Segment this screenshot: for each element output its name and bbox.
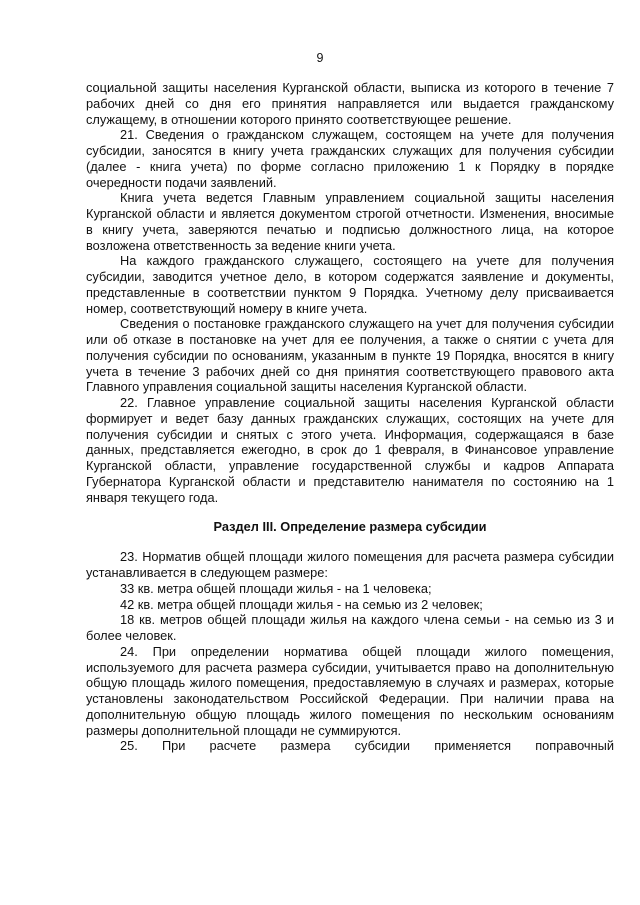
paragraph-item-23: 23. Норматив общей площади жилого помещения для расчета размера субсидии устанавливается в следующем размере:	[86, 549, 614, 580]
paragraph-register-book: Книга учета ведется Главным управлением социальной защиты населения Курганской области и является документом строгой отчетности. Изменения, вносимые в книгу учета, заверяются печатью и подписью должностного лица, на которое возложена ответственность за ведение книги учета.	[86, 190, 614, 253]
list-item-norm-1: 33 кв. метра общей площади жилья - на 1 человека;	[120, 580, 432, 596]
paragraph-item-21: 21. Сведения о гражданском служащем, состоящем на учете для получения субсидии, заносятся в книгу учета гражданских служащих для получения субсидии (далее - книга учета) по форме согласно приложению 1 к Порядку в порядке очередности подачи заявлений.	[86, 127, 614, 190]
paragraph-registration-info: Сведения о постановке гражданского служащего на учет для получения субсидии или об отказе в постановке на учет для ее получения, а также о снятии с учета для получения субсидии по основаниям, указанным в пункте 19 Порядка, вносятся в книгу учета в течение 3 рабочих дней со дня принятия соответствующего правового акта Главного управления социальной защиты населения Курганской области.	[86, 316, 614, 395]
paragraph-item-24: 24. При определении норматива общей площади жилого помещения, используемого для расчета размера субсидии, учитывается право на дополнительную общую площадь жилого помещения, предоставляемую в случаях и размерах, которые установлены законодательством Российской Федерации. При наличии права на дополнительную общую площадь жилого помещения по нескольким основаниям размеры дополнительной площади не суммируются.	[86, 643, 614, 738]
paragraph-account-file: На каждого гражданского служащего, состоящего на учете для получения субсидии, заводится учетное дело, в котором содержатся заявление и документы, представленные в соответствии пунктом 9 Порядка. Учетному делу присваивается номер, соответствующий номеру в книге учета.	[86, 253, 614, 316]
paragraph-item-22: 22. Главное управление социальной защиты населения Курганской области формирует и ведет базу данных гражданских служащих, состоящих на учете для получения субсидии и снятых с этого учета. Информация, содержащаяся в базе данных, представляется ежегодно, в срок до 1 февраля, в Финансовое управление Курганской области, управление государственной службы и кадров Аппарата Губернатора Курганской области и представителю нанимателя по состоянию на 1 января текущего года.	[86, 395, 614, 505]
list-item-norm-3: 18 кв. метров общей площади жилья на каждого члена семьи - на семью из 3 и более человек.	[86, 612, 614, 643]
list-item-norm-2: 42 кв. метра общей площади жилья - на семью из 2 человек;	[120, 596, 483, 612]
paragraph-item-25: 25. При расчете размера субсидии применяется поправочный	[120, 738, 614, 754]
page-number: 9	[316, 51, 324, 65]
paragraph-continuation: социальной защиты населения Курганской области, выписка из которого в течение 7 рабочих дней со дня его принятия направляется или выдается гражданскому служащему, в отношении которого принято соответствующее решение.	[86, 80, 614, 127]
document-body	[86, 80, 614, 754]
section-title: Раздел III. Определение размера субсидии	[213, 519, 487, 535]
